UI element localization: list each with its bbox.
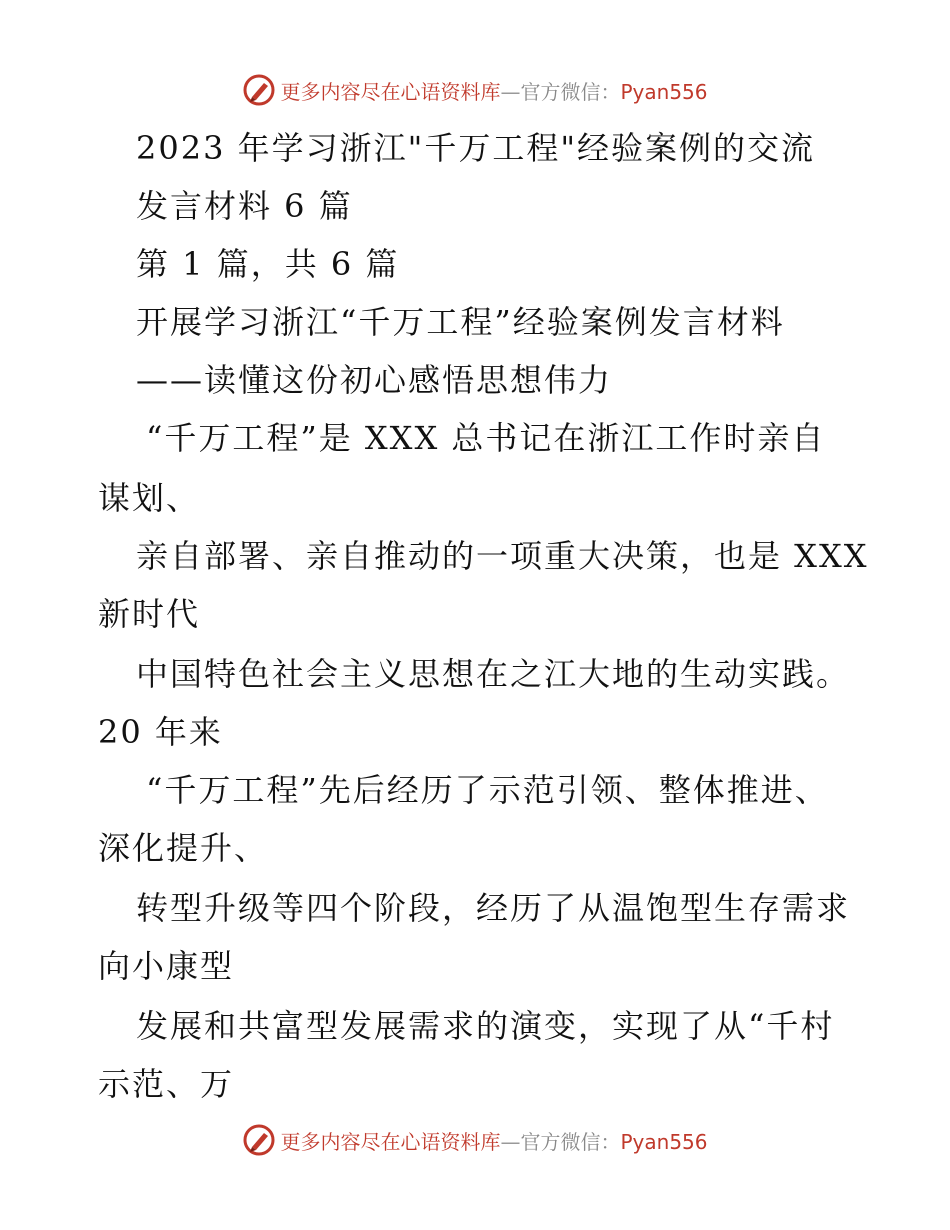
doc-paragraph-line: 谋划、 [98,479,201,517]
pen-circle-logo-icon [242,1123,276,1157]
banner-main-text: 更多内容尽在心语资料库 [280,1129,501,1154]
banner-contact-label: 官方微信： [520,79,621,104]
doc-paragraph-line: 中国特色社会主义思想在之江大地的生动实践。 [136,655,851,693]
doc-paragraph-line: 示范、万 [98,1065,235,1103]
doc-paragraph-line: 深化提升、 [98,829,269,867]
banner-main-text: 更多内容尽在心语资料库 [280,79,501,104]
banner-contact-value: Pyan556 [620,79,708,104]
doc-section-subtitle: ——读懂这份初心感悟思想伟力 [136,361,613,399]
doc-paragraph-line: 向小康型 [98,947,235,985]
doc-paragraph-line: “千万工程”是 XXX 总书记在浙江工作时亲自 [146,419,826,457]
doc-title-line-1: 2023 年学习浙江"千万工程"经验案例的交流 [136,129,816,167]
doc-paragraph-line: 新时代 [98,595,201,633]
header-banner [0,70,950,110]
banner-contact-value: Pyan556 [620,1129,708,1154]
doc-title-line-2: 发言材料 6 篇 [136,187,353,225]
doc-part-label: 第 1 篇，共 6 篇 [136,245,400,283]
banner-text [280,1126,707,1155]
banner-text [280,76,707,105]
banner-dash: — [500,1129,521,1154]
doc-paragraph-line: 发展和共富型发展需求的演变，实现了从“千村 [136,1007,835,1045]
doc-paragraph-line: 亲自部署、亲自推动的一项重大决策，也是 XXX [136,537,869,575]
doc-paragraph-line: 20 年来 [98,713,223,751]
footer-banner [0,1120,950,1160]
doc-paragraph-line: “千万工程”先后经历了示范引领、整体推进、 [146,771,829,809]
banner-contact-label: 官方微信： [520,1129,621,1154]
doc-section-title: 开展学习浙江“千万工程”经验案例发言材料 [136,303,785,341]
banner-dash: — [500,79,521,104]
pen-circle-logo-icon [242,73,276,107]
doc-paragraph-line: 转型升级等四个阶段，经历了从温饱型生存需求 [136,889,851,927]
